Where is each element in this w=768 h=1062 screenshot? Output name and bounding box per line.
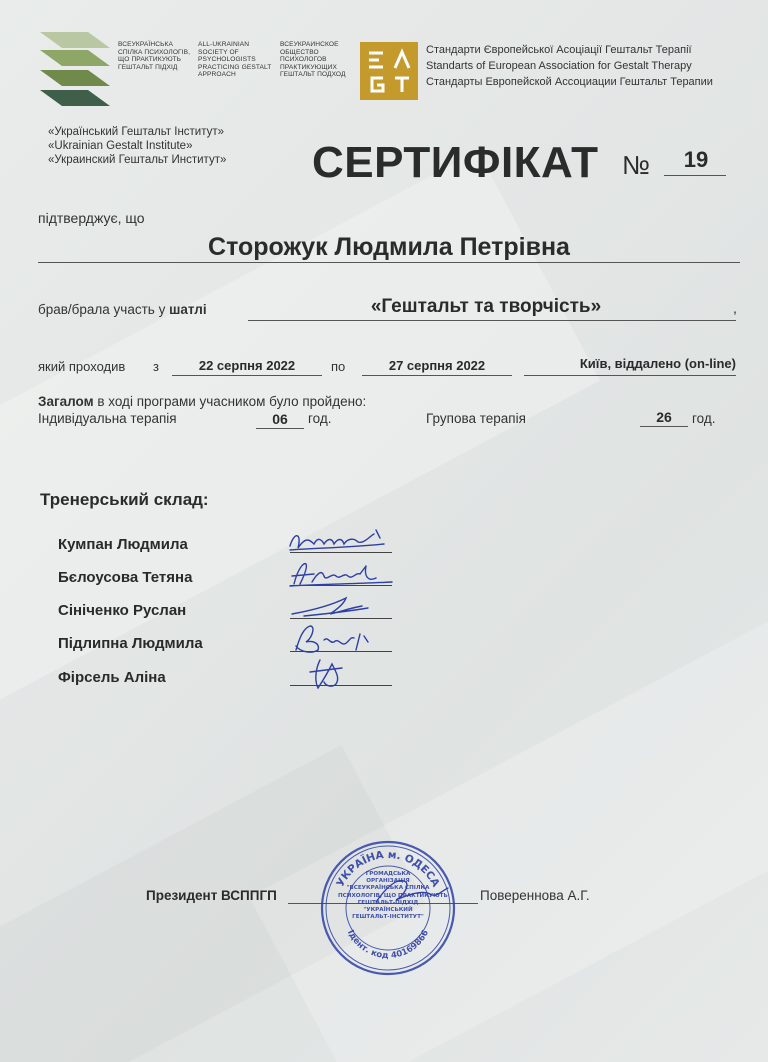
group-unit: год. — [692, 411, 716, 426]
institute-name-ukr: «Український Гештальт Інститут» — [48, 126, 225, 138]
organization-stamp — [318, 838, 458, 978]
trailing-comma: , — [733, 300, 737, 316]
trainer-name: Фірсель Аліна — [58, 669, 166, 686]
eagt-standards-ukr: Стандарти Європейської Асоціації Гештальт Терапії — [426, 44, 692, 56]
participant-name: Сторожук Людмила Петрівна — [208, 233, 570, 261]
number-underline — [664, 175, 726, 176]
president-name: Повереннова А.Г. — [480, 888, 590, 903]
eagt-standards-eng: Standarts of European Association for Gestalt Therapy — [426, 60, 692, 72]
confirms-text: підтверджує, що — [38, 210, 145, 226]
eagt-logo-graphic — [360, 42, 418, 100]
institute-names — [48, 125, 226, 167]
total-line — [38, 394, 366, 409]
svg-text:Ідент. код 40169866 — [345, 928, 431, 961]
institute-name-eng: «Ukrainian Gestalt Institute» — [48, 140, 193, 152]
participated-label: брав/брала участь у — [38, 302, 166, 317]
president-label: Президент ВСППГП — [146, 888, 277, 903]
individual-label: Індивідуальна терапія — [38, 411, 177, 426]
date-from: 22 серпня 2022 — [198, 358, 296, 373]
institute-name-rus: «Украинский Гештальт Институт» — [48, 154, 227, 166]
uagp-logo — [38, 30, 112, 110]
eagt-logo — [360, 42, 418, 100]
date-from-underline — [172, 375, 322, 376]
signature-belousova — [284, 558, 396, 590]
participated-line — [38, 302, 207, 317]
individual-underline — [256, 428, 304, 429]
stamp-line: ОРГАНІЗАЦІЯ — [366, 878, 410, 885]
stamp-line: ПСИХОЛОГІВ, ЩО ПРАКТИКУЮТЬ — [338, 892, 448, 899]
event-type: шатлі — [169, 302, 207, 317]
group-underline — [640, 426, 688, 427]
trainer-name: Підлипна Людмила — [58, 635, 203, 652]
certificate-number: 19 — [683, 147, 709, 172]
trainers-heading: Тренерський склад: — [40, 490, 209, 509]
certificate-title: СЕРТИФІКАТ — [312, 138, 599, 187]
event-location: Київ, віддалено (on-line) — [579, 356, 736, 371]
signature-kumpan — [284, 526, 396, 556]
group-hours: 26 — [656, 409, 672, 425]
certificate-number-label: № — [622, 150, 650, 180]
location-underline — [524, 375, 736, 376]
individual-hours: 06 — [272, 411, 288, 427]
participant-underline — [38, 262, 740, 263]
date-to: 27 серпня 2022 — [388, 358, 486, 373]
stamp-line: "ВСЕУКРАЇНСЬКА СПІЛКА — [346, 885, 430, 892]
stamp-line: ГЕШТАЛЬТ-ПІДХІД — [357, 899, 419, 906]
stamp-line: "УКРАЇНСЬКИЙ — [363, 907, 413, 914]
trainer-name: Сініченко Руслан — [58, 602, 187, 619]
event-title: «Гештальт та творчість» — [370, 296, 602, 317]
held-label: який проходив — [38, 359, 126, 374]
event-underline — [248, 320, 736, 321]
trainer-name: Кумпан Людмила — [58, 536, 188, 553]
stamp-line: ГЕШТАЛЬТ-ІНСТИТУТ" — [352, 914, 424, 921]
stamp-line: ГРОМАДСЬКА — [365, 871, 411, 877]
stamp-bottom-text: Ідент. код 40169866 — [344, 928, 432, 962]
signature-firsel — [296, 654, 366, 692]
trainer-name: Бєлоусова Тетяна — [58, 569, 193, 586]
from-label: з — [153, 359, 159, 374]
signature-sinichenko — [284, 594, 396, 620]
total-rest: в ході програми учасником було пройдено: — [97, 394, 367, 409]
group-label: Групова терапія — [426, 411, 526, 426]
stamp-outer-text: УКРАЇНА м. ОДЕСА — [334, 848, 442, 889]
uagp-name-eng: ALL-UKRAINIAN SOCIETY OF PSYCHOLOGISTS PRACTICING GESTALT APPROACH — [198, 41, 272, 79]
to-label: по — [331, 359, 346, 374]
uagp-name-ukr: ВСЕУКРАЇНСЬКА СПІЛКА ПСИХОЛОГІВ, ЩО ПРАКТИКУЮТЬ ГЕШТАЛЬТ ПІДХІД — [118, 41, 191, 71]
stamp-inner-text — [338, 871, 448, 921]
eagt-standards — [426, 42, 713, 90]
signature-pidlypna — [284, 622, 396, 656]
date-to-underline — [362, 375, 512, 376]
uagp-name-rus: ВСЕУКРАИНСКОЕ ОБЩЕСТВО ПСИХОЛОГОВ ПРАКТИКУЮЩИХ ГЕШТАЛЬТ ПОДХОД — [280, 41, 346, 79]
individual-unit: год. — [308, 411, 332, 426]
total-bold: Загалом — [38, 394, 94, 409]
eagt-standards-rus: Стандарты Европейской Ассоциации Гештальт Терапии — [426, 76, 713, 88]
